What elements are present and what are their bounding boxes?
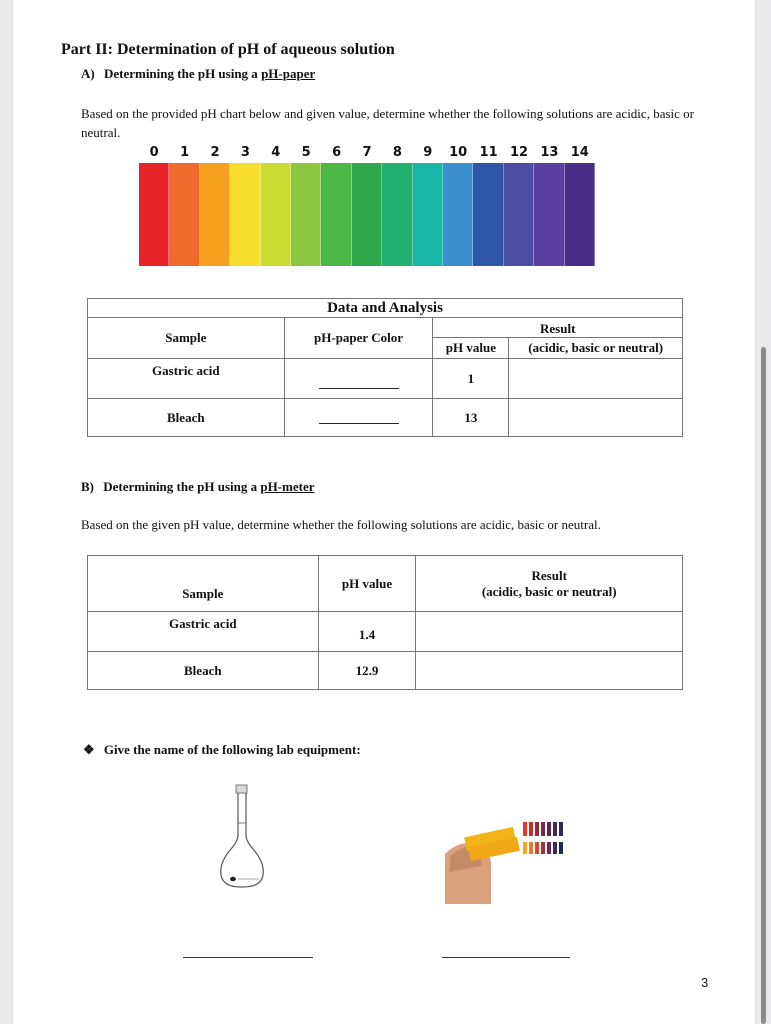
page-number: 3: [701, 975, 709, 990]
paper-color-blank[interactable]: [284, 399, 433, 437]
ph-color-swatch-12: [504, 163, 534, 266]
ph-label-0: 0: [149, 145, 159, 160]
ph-value-cell: 12.9: [318, 652, 416, 690]
ph-meter-table: [87, 555, 683, 690]
ph-label-13: 13: [540, 145, 559, 160]
diamond-bullet-icon: ❖: [83, 742, 95, 757]
ph-paper-strips-image: [445, 814, 575, 904]
ph-value-cell: 13: [433, 399, 509, 437]
header-result: Result: [433, 318, 683, 338]
vertical-scrollbar[interactable]: [761, 347, 766, 1024]
table-row: [88, 652, 683, 690]
equipment-prompt: [83, 742, 361, 758]
ph-color-swatch-0: [139, 163, 169, 266]
volumetric-flask-image: [213, 783, 293, 893]
section-a-heading: [81, 66, 315, 82]
ph-color-swatch-1: [169, 163, 199, 266]
section-b-heading: [81, 479, 314, 495]
answer-line-ph-paper[interactable]: [442, 957, 570, 958]
header-ph-value: pH value: [433, 338, 509, 359]
ph-label-1: 1: [180, 145, 190, 160]
table-row: [88, 399, 683, 437]
ph-color-swatch-13: [534, 163, 564, 266]
section-b-instructions: Based on the given pH value, determine whether the following solutions are acidic, basic or neutral.: [81, 517, 601, 532]
ph-label-8: 8: [392, 145, 402, 160]
header-paper-color: pH-paper Color: [284, 318, 433, 359]
section-a-letter: A): [81, 66, 95, 81]
ph-label-5: 5: [301, 145, 311, 160]
section-a-instructions: Based on the provided pH chart below and given value, determine whether the following solutions are acidic, basic or neutral.: [81, 106, 694, 140]
sample-cell: Gastric acid: [88, 612, 319, 652]
header-result: [416, 556, 683, 612]
table-caption: Data and Analysis: [88, 299, 683, 318]
ph-color-swatch-7: [352, 163, 382, 266]
section-a-title: Determining the pH using a: [103, 66, 258, 81]
table-row: [88, 612, 683, 652]
ph-color-swatch-5: [291, 163, 321, 266]
ph-color-swatch-6: [321, 163, 351, 266]
paper-color-blank[interactable]: [284, 359, 433, 399]
header-ph-value: pH value: [318, 556, 416, 612]
ph-label-3: 3: [240, 145, 250, 160]
section-b-title: Determining the pH using a: [103, 479, 258, 494]
ph-color-chart: [139, 163, 595, 266]
ph-label-9: 9: [423, 145, 433, 160]
result-input[interactable]: [416, 612, 683, 652]
result-input[interactable]: [509, 359, 683, 399]
ph-label-12: 12: [509, 145, 529, 160]
ph-color-swatch-9: [413, 163, 443, 266]
ph-color-swatch-3: [230, 163, 260, 266]
ph-label-10: 10: [449, 145, 468, 160]
ph-scale-labels: [139, 145, 595, 163]
section-b-ph-meter-link: pH-meter: [260, 479, 315, 494]
worksheet-page: [13, 0, 755, 1024]
equipment-prompt-text: Give the name of the following lab equipment:: [103, 742, 361, 757]
ph-color-swatch-14: [565, 163, 595, 266]
sample-cell: Bleach: [88, 399, 285, 437]
header-sample: Sample: [88, 556, 319, 612]
ph-color-swatch-8: [382, 163, 412, 266]
result-input[interactable]: [509, 399, 683, 437]
ph-color-swatch-2: [200, 163, 230, 266]
answer-line-flask[interactable]: [183, 957, 313, 958]
ph-color-swatch-11: [473, 163, 503, 266]
header-result-sub: (acidic, basic or neutral): [481, 583, 617, 599]
section-a-ph-paper-link: pH-paper: [261, 66, 316, 81]
header-result-title: Result: [531, 567, 567, 583]
sample-cell: Gastric acid: [88, 359, 285, 399]
data-analysis-table: [87, 298, 683, 437]
ph-color-swatch-10: [443, 163, 473, 266]
header-result-sub: (acidic, basic or neutral): [509, 338, 683, 359]
ph-label-7: 7: [362, 145, 372, 160]
ph-label-6: 6: [332, 145, 342, 160]
ph-label-4: 4: [271, 145, 281, 160]
section-b-letter: B): [81, 479, 94, 494]
part-title: Part II: Determination of pH of aqueous solution: [61, 41, 395, 58]
ph-label-2: 2: [210, 145, 220, 160]
ph-label-11: 11: [479, 145, 498, 160]
ph-value-cell: 1: [433, 359, 509, 399]
header-sample: Sample: [88, 318, 285, 359]
ph-value-cell: 1.4: [318, 612, 416, 652]
sample-cell: Bleach: [88, 652, 319, 690]
result-input[interactable]: [416, 652, 683, 690]
table-row: [88, 359, 683, 399]
ph-label-14: 14: [570, 145, 589, 160]
ph-color-swatch-4: [261, 163, 291, 266]
